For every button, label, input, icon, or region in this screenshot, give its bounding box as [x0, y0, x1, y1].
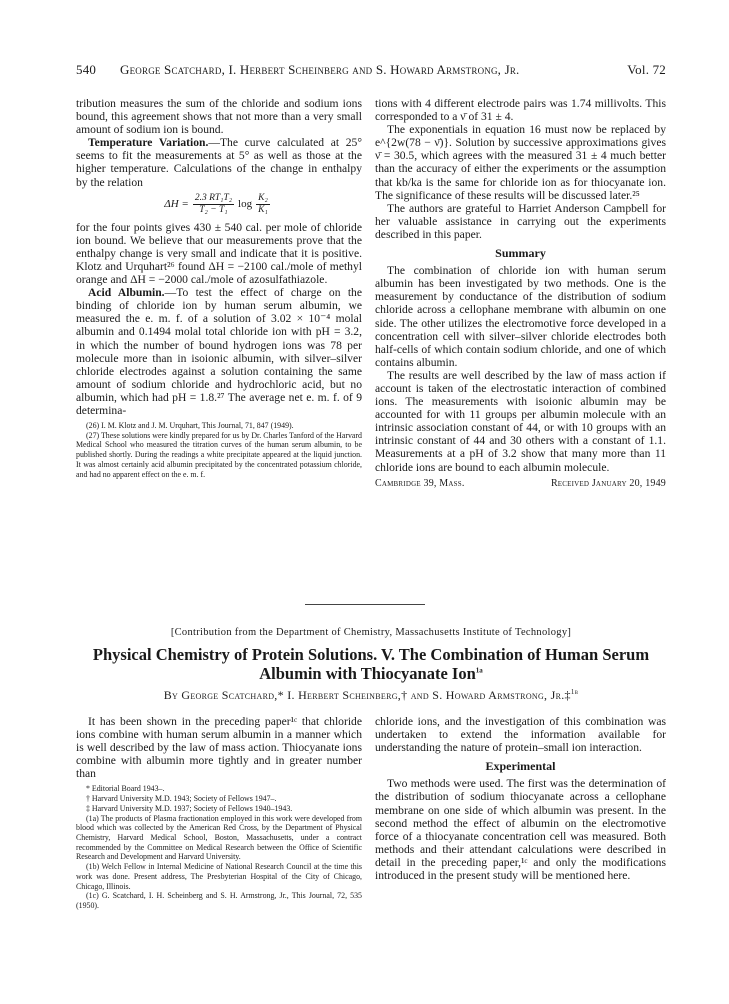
section-heading-acid-albumin: Acid Albumin.	[88, 286, 165, 300]
footnotes	[76, 421, 362, 479]
formula-k-ratio	[256, 193, 270, 216]
paragraph: It has been shown in the preceding paper¹ᶜ that chloride ions combine with human serum albumin in a manner which is well described by the law of mass action. Thiocyanate ions combine with albumin more tightly and in greater number than	[76, 715, 362, 781]
footnote: † Harvard University M.D. 1943; Society of Fellows 1947–.	[86, 794, 277, 804]
footnotes	[76, 784, 362, 910]
title-line-2: Albumin with Thiocyanate Ion	[259, 664, 476, 683]
paragraph-text: —The curve calculated at 25° seems to fit the measurements at 5° as well as those at the higher temperature. Calculations of the change in enthalpy by the relation	[76, 136, 362, 189]
formula-log: log	[238, 197, 253, 210]
paragraph: The exponentials in equation 16 must now be replaced by e^{2w(78 − ν̄)}. Solution by successive approximations gives ν̄ = 30.5, which agrees with the measured 31 ± 4 much better than the accuracy of either the experiments or the assumption that kb/ka is the same for chloride ion as for thiocyanate ion. The significance of these results will be discussed later.²⁵	[375, 123, 666, 202]
footnote: (1c) G. Scatchard, I. H. Scheinberg and S. H. Armstrong, Jr., This Journal, 72, 535 (1950).	[76, 891, 362, 910]
formula-k-numerator: K₂	[258, 192, 268, 203]
title-footnote-mark: 1a	[475, 666, 483, 675]
paragraph	[76, 136, 362, 188]
column-bottom-left	[76, 715, 362, 911]
paragraph-text: —To test the effect of charge on the binding of chloride ion by human serum albumin, we measured the e. m. f. of a solution of 3.02 × 10⁻⁴ molal albumin and 0.1494 molal total chloride ion with pH = 3.2, in which the number of bound hydrogen ions was 78 per molecule more than in isoionic albumin, with silver–silver chloride electrodes against a solution containing the same amount of sodium chloride and hydrochloric acid, but no albumin, which had pH = 1.8.²⁷ The average net e. m. f. of 9 determina-	[76, 286, 363, 417]
formula-lhs: ΔH =	[164, 197, 189, 210]
formula-fraction	[193, 193, 234, 216]
contribution-line: [Contribution from the Department of Chemistry, Massachusetts Institute of Technology]	[170, 627, 572, 638]
footnote: (26) I. M. Klotz and J. M. Urquhart, This Journal, 71, 847 (1949).	[86, 421, 294, 431]
byline-authors: By George Scatchard,* I. Herbert Scheinberg,† and S. Howard Armstrong, Jr.‡	[163, 688, 571, 702]
location: Cambridge 39, Mass.	[375, 477, 465, 489]
byline	[76, 688, 666, 703]
paragraph: The authors are grateful to Harriet Anderson Campbell for her valuable assistance in carrying out the experiments described in this paper.	[375, 201, 666, 241]
paragraph: tribution measures the sum of the chloride and sodium ions bound, this agreement shows that not more than a very small amount of sodium ion is bound.	[76, 97, 362, 137]
section-heading-temperature: Temperature Variation.	[88, 136, 209, 150]
byline-footnote-mark: 1b	[570, 688, 579, 696]
formula-denominator: T₂ − T₁	[199, 204, 228, 215]
formula-numerator: 2.3 RT₁T₂	[194, 192, 233, 203]
footnote: * Editorial Board 1943–.	[86, 784, 165, 794]
paragraph: Two methods were used. The first was the determination of the distribution of sodium thiocyanate across a cellophane membrane on one side of which albumin was present. In the second method the effect of albumin on the electromotive force of a thiocyanate concentration cell was measured. Both methods and their attendant calculations were described in detail in the preceding paper,¹ᶜ and only the modifications introduced in the present study will be mentioned here.	[375, 777, 666, 883]
column-bottom-right	[375, 715, 666, 882]
column-top-right	[375, 97, 666, 490]
enthalpy-formula	[76, 193, 362, 216]
title-line-1: Physical Chemistry of Protein Solutions. V. The Combination of Human Serum	[92, 645, 650, 664]
paragraph: chloride ions, and the investigation of this combination was undertaken to extend the information available for understanding the nature of protein–small ion interaction.	[375, 715, 666, 755]
page-number: 540	[76, 62, 97, 77]
column-top-left	[76, 97, 362, 479]
paragraph: The results are well described by the law of mass action if account is taken of the electrostatic interaction of combined ions. The measurements with isoionic albumin may be accounted for with 11 groups per albumin molecule with an intrinsic association constant of 44, or with 10 groups with an intrinsic constant of 44 and 30 others with a constant of 1.1. Measurements at a pH of 3.2 show that many more than 11 chloride ions are bound to each albumin molecule.	[375, 368, 666, 474]
paragraph: for the four points gives 430 ± 540 cal. per mole of chloride ion bound. We believe that our measurements prove that the enthalpy change is very small and indicate that it is positive. Klotz and Urquhart²⁶ found ΔH = −2100 cal./mole of methyl orange and ΔH = −2000 cal./mole of azosulfathiazole.	[76, 220, 362, 287]
running-head-authors: George Scatchard, I. Herbert Scheinberg and S. Howard Armstrong, Jr.	[120, 62, 520, 77]
paragraph: tions with 4 different electrode pairs was 1.74 millivolts. This corresponded to a ν̄ of 31 ± 4.	[375, 97, 666, 124]
article-divider	[305, 604, 425, 605]
summary-heading: Summary	[495, 246, 546, 261]
paragraph: The combination of chloride ion with human serum albumin has been investigated by two methods. One is the measurement by conductance of the distribution of sodium chloride across a cellophane membrane with albumin on one side. The other utilizes the electromotive force developed in a concentration cell with silver–silver chloride electrodes both half-cells of which contain sodium chloride, and one of which contains albumin.	[375, 264, 666, 369]
footnote: (1a) The products of Plasma fractionation employed in this work were developed from blood which was collected by the American Red Cross, by the Department of Physical Chemistry, Harvard Medical School, Boston, Massachusetts, under a contract recommended by the Committee on Medical Research between the Office of Scientific Research and Development and Harvard University.	[76, 813, 362, 862]
formula-k-denominator: K₁	[258, 204, 268, 215]
experimental-heading: Experimental	[485, 759, 556, 774]
volume-number: Vol. 72	[627, 62, 666, 77]
footnote: (27) These solutions were kindly prepared for us by Dr. Charles Tanford of the Harvard Medical School who measured the titration curves of the human serum albumin, to be published shortly. During the readings a white precipitate appeared at the liquid junction. It was almost certainly acid albumin precipitated by the concentrated potassium chloride, and had no apparent effect on the e. m. f.	[76, 430, 362, 479]
footnote: ‡ Harvard University M.D. 1937; Society of Fellows 1940–1943.	[86, 803, 293, 813]
signature-line	[375, 477, 666, 490]
received-date: Received January 20, 1949	[550, 477, 666, 489]
paragraph	[76, 286, 362, 417]
article-title	[76, 645, 666, 683]
footnote: (1b) Welch Fellow in Internal Medicine of National Research Council at the time this work was done. Present address, The Presbyterian Hospital of the City of Chicago, Chicago, Illinois.	[76, 862, 362, 891]
running-head	[76, 62, 666, 82]
